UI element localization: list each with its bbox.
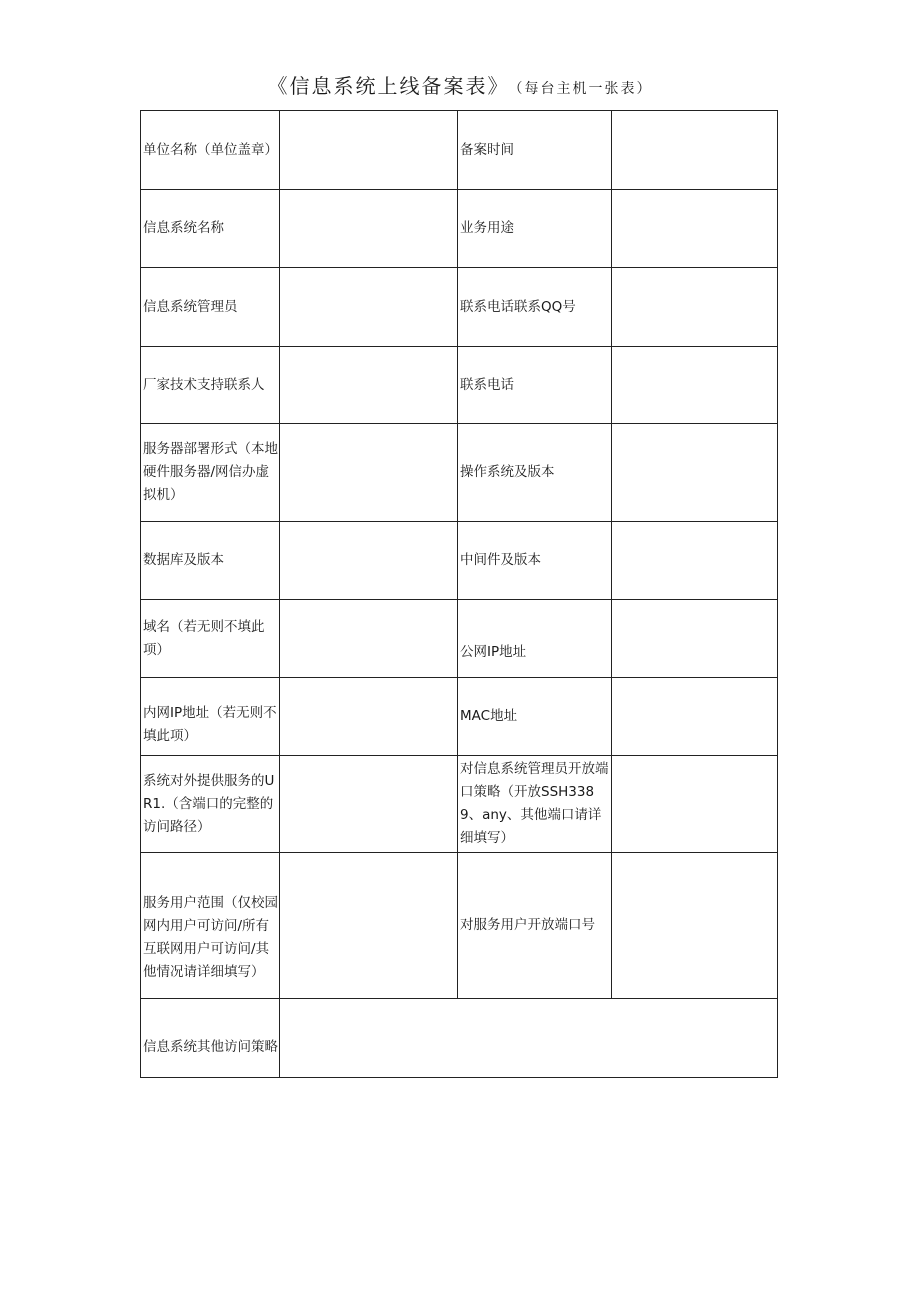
- row-label-business-use: 业务用途: [458, 190, 612, 268]
- field-admin-phone-qq[interactable]: [612, 268, 778, 347]
- row-label-vendor-phone: 联系电话: [458, 347, 612, 424]
- row-label-user-scope: 服务用户范围（仅校园网内用户可访问/所有互联网用户可访问/其他情况请详细填写）: [141, 853, 280, 999]
- row-label-user-ports: 对服务用户开放端口号: [458, 853, 612, 999]
- field-admin-port-policy[interactable]: [612, 756, 778, 853]
- row-label-system-admin: 信息系统管理员: [141, 268, 280, 347]
- filing-form-table: [140, 110, 778, 1078]
- field-system-admin[interactable]: [280, 268, 458, 347]
- table-row: [141, 268, 778, 347]
- field-middleware-version[interactable]: [612, 522, 778, 600]
- table-row: [141, 190, 778, 268]
- table-row: [141, 600, 778, 678]
- field-os-version[interactable]: [612, 424, 778, 522]
- field-unit-name[interactable]: [280, 111, 458, 190]
- field-user-scope[interactable]: [280, 853, 458, 999]
- table-row: [141, 522, 778, 600]
- row-label-domain-name: 域名（若无则不填此项）: [141, 600, 280, 678]
- row-label-filing-time: 备案时间: [458, 111, 612, 190]
- field-public-ip[interactable]: [612, 600, 778, 678]
- row-label-os-version: 操作系统及版本: [458, 424, 612, 522]
- table-row: [141, 999, 778, 1078]
- row-label-service-url: 系统对外提供服务的UR1.（含端口的完整的访问路径）: [141, 756, 280, 853]
- row-label-vendor-contact: 厂家技术支持联系人: [141, 347, 280, 424]
- table-row: [141, 756, 778, 853]
- row-label-unit-name: 单位名称（单位盖章）: [141, 111, 280, 190]
- field-service-url[interactable]: [280, 756, 458, 853]
- document-title-note: （每台主机一张表）: [515, 81, 653, 97]
- field-intranet-ip[interactable]: [280, 678, 458, 756]
- row-label-middleware-version: 中间件及版本: [458, 522, 612, 600]
- row-label-admin-phone-qq: 联系电话联系QQ号: [458, 268, 612, 347]
- field-deployment-form[interactable]: [280, 424, 458, 522]
- document-title: 《信息系统上线备案表》: [267, 74, 510, 98]
- field-other-access-policy[interactable]: [280, 999, 778, 1078]
- field-mac-address[interactable]: [612, 678, 778, 756]
- row-label-mac-address: MAC地址: [458, 678, 612, 756]
- table-row: [141, 347, 778, 424]
- table-row: [141, 111, 778, 190]
- table-row: [141, 853, 778, 999]
- row-label-database-version: 数据库及版本: [141, 522, 280, 600]
- table-row: [141, 678, 778, 756]
- field-domain-name[interactable]: [280, 600, 458, 678]
- row-label-system-name: 信息系统名称: [141, 190, 280, 268]
- field-database-version[interactable]: [280, 522, 458, 600]
- row-label-public-ip: 公网IP地址: [458, 600, 612, 678]
- document-title-row: [0, 70, 920, 99]
- table-row: [141, 424, 778, 522]
- field-filing-time[interactable]: [612, 111, 778, 190]
- row-label-other-access-policy: 信息系统其他访问策略: [141, 999, 280, 1078]
- field-business-use[interactable]: [612, 190, 778, 268]
- field-user-ports[interactable]: [612, 853, 778, 999]
- row-label-intranet-ip: 内网IP地址（若无则不填此项）: [141, 678, 280, 756]
- field-system-name[interactable]: [280, 190, 458, 268]
- row-label-admin-port-policy: 对信息系统管理员开放端口策略（开放SSH3389、any、其他端口请详细填写）: [458, 756, 612, 853]
- row-label-deployment-form: 服务器部署形式（本地硬件服务器/网信办虚拟机）: [141, 424, 280, 522]
- field-vendor-phone[interactable]: [612, 347, 778, 424]
- field-vendor-contact[interactable]: [280, 347, 458, 424]
